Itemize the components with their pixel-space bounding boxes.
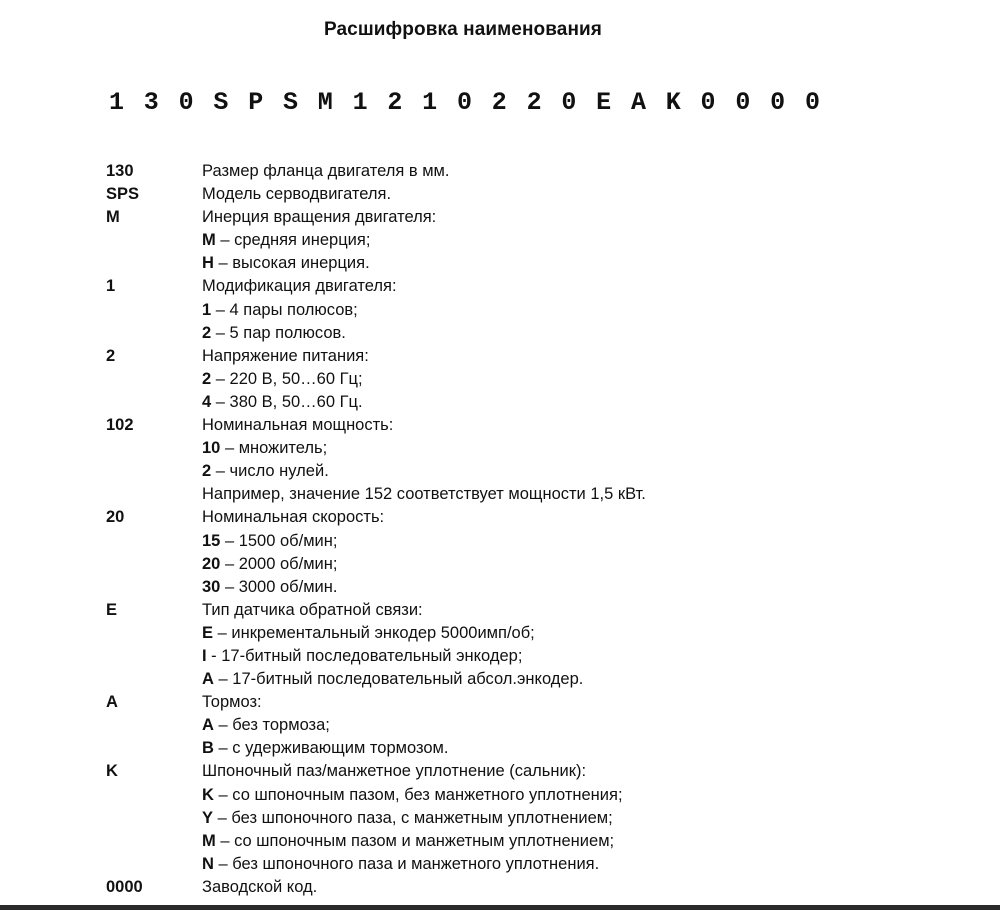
row-description — [202, 576, 337, 599]
row-key — [106, 483, 202, 506]
row-key: 2 — [106, 346, 116, 365]
row-text: Напряжение питания: — [202, 346, 369, 365]
row-key — [106, 553, 202, 576]
decoding-row — [106, 784, 646, 807]
row-description — [202, 460, 329, 483]
decoding-row — [106, 645, 646, 668]
row-description — [202, 830, 614, 853]
row-description — [202, 737, 448, 760]
option-code: M — [202, 231, 216, 250]
row-description — [202, 206, 436, 229]
decoding-row — [106, 553, 646, 576]
row-description — [202, 275, 397, 298]
row-key — [106, 668, 202, 691]
row-key — [106, 252, 202, 275]
code-char: K — [665, 88, 681, 117]
decoding-row — [106, 322, 646, 345]
row-key — [106, 229, 202, 252]
code-char: 2 — [491, 88, 507, 117]
option-code: 4 — [202, 392, 212, 411]
code-char: 0 — [456, 88, 472, 117]
option-code: 2 — [202, 462, 212, 481]
row-text: – средняя инерция; — [215, 231, 371, 250]
row-key: A — [106, 693, 118, 712]
row-key — [106, 645, 202, 668]
code-char: S — [282, 88, 298, 117]
row-description — [202, 368, 363, 391]
row-description — [202, 229, 370, 252]
code-char: 3 — [143, 88, 159, 117]
decoding-row — [106, 160, 646, 183]
row-text: – 220 В, 50…60 Гц; — [211, 369, 363, 388]
row-key — [106, 437, 202, 460]
decoding-row — [106, 622, 646, 645]
row-text: Модификация двигателя: — [202, 277, 397, 296]
row-description — [202, 506, 384, 529]
code-char: 0 — [770, 88, 786, 117]
row-key — [106, 576, 202, 599]
option-code: 2 — [202, 323, 212, 342]
decoding-row — [106, 345, 646, 368]
decoding-row — [106, 206, 646, 229]
decoding-row — [106, 275, 646, 298]
row-text: – со шпоночным пазом и манжетным уплотнением; — [215, 831, 615, 850]
row-key: 102 — [106, 416, 134, 435]
row-description — [202, 414, 393, 437]
code-char: 1 — [109, 88, 125, 117]
decoding-row — [106, 737, 646, 760]
row-key: 1 — [106, 277, 116, 296]
decoding-row — [106, 876, 646, 899]
row-text: Тип датчика обратной связи: — [202, 600, 423, 619]
option-code: 2 — [202, 369, 212, 388]
bottom-divider — [0, 905, 1000, 910]
row-text: – 1500 об/мин; — [220, 531, 338, 550]
decoding-row — [106, 483, 646, 506]
row-key — [106, 530, 202, 553]
option-code: 20 — [202, 554, 221, 573]
row-key: 130 — [106, 162, 134, 180]
code-char: E — [596, 88, 612, 117]
row-description — [202, 760, 586, 783]
decoding-row — [106, 391, 646, 414]
row-text: – без шпоночного паза, с манжетным уплотнением; — [213, 808, 613, 827]
row-description — [202, 391, 363, 414]
row-description — [202, 645, 522, 668]
option-code: I — [202, 646, 207, 665]
row-key: E — [106, 600, 118, 619]
row-description — [202, 299, 358, 322]
row-key — [106, 784, 202, 807]
row-text: Инерция вращения двигателя: — [202, 208, 437, 227]
decoding-row — [106, 460, 646, 483]
decoding-row — [106, 368, 646, 391]
row-key — [106, 299, 202, 322]
decoding-row — [106, 252, 646, 275]
row-text: – 3000 об/мин. — [220, 577, 338, 596]
code-char: 0 — [735, 88, 751, 117]
option-code: E — [202, 623, 214, 642]
option-code: A — [202, 670, 214, 689]
decoding-row — [106, 853, 646, 876]
row-key: 0000 — [106, 877, 143, 896]
row-text: – со шпоночным пазом, без манжетного уплотнения; — [213, 785, 623, 804]
row-key: 20 — [106, 508, 125, 527]
decoding-list — [106, 160, 646, 899]
option-code: A — [202, 716, 214, 735]
row-text: – инкрементальный энкодер 5000имп/об; — [213, 623, 535, 642]
code-char: P — [248, 88, 264, 117]
decoding-row — [106, 530, 646, 553]
row-description — [202, 691, 262, 714]
option-code: 1 — [202, 300, 212, 319]
option-code: B — [202, 739, 214, 758]
row-description — [202, 784, 623, 807]
code-char: M — [317, 88, 333, 117]
row-key — [106, 460, 202, 483]
row-text: – 380 В, 50…60 Гц. — [211, 392, 363, 411]
row-description — [202, 345, 369, 368]
row-text: Например, значение 152 соответствует мощности 1,5 кВт. — [202, 485, 646, 504]
row-description — [202, 876, 317, 899]
row-key — [106, 830, 202, 853]
decoding-row — [106, 830, 646, 853]
code-char: 1 — [352, 88, 368, 117]
row-key: K — [106, 762, 118, 781]
row-description — [202, 553, 337, 576]
row-key — [106, 714, 202, 737]
decoding-row — [106, 506, 646, 529]
row-description — [202, 437, 327, 460]
row-text: – число нулей. — [211, 462, 329, 481]
decoding-row — [106, 576, 646, 599]
option-code: 15 — [202, 531, 221, 550]
row-text: Заводской код. — [202, 877, 318, 896]
decoding-row — [106, 414, 646, 437]
decoding-row — [106, 229, 646, 252]
decoding-row — [106, 691, 646, 714]
row-key — [106, 391, 202, 414]
row-text: Номинальная скорость: — [202, 508, 385, 527]
option-code: 30 — [202, 577, 221, 596]
option-code: Y — [202, 808, 214, 827]
decoding-row — [106, 760, 646, 783]
model-code — [109, 88, 840, 118]
row-description — [202, 183, 391, 206]
row-description — [202, 483, 646, 506]
row-text: – 17-битный последовательный абсол.энкодер. — [213, 670, 584, 689]
code-char: 1 — [422, 88, 438, 117]
row-description — [202, 160, 449, 183]
code-char: 2 — [387, 88, 403, 117]
row-text: – 5 пар полюсов. — [211, 323, 346, 342]
row-description — [202, 853, 599, 876]
decoding-row — [106, 807, 646, 830]
row-text: Тормоз: — [202, 693, 262, 712]
decoding-row — [106, 299, 646, 322]
row-text: - 17-битный последовательный энкодер; — [206, 646, 523, 665]
row-text: – без тормоза; — [213, 716, 330, 735]
row-description — [202, 714, 330, 737]
option-code: M — [202, 831, 216, 850]
row-key: SPS — [106, 185, 140, 204]
row-description — [202, 668, 583, 691]
row-text: Шпоночный паз/манжетное уплотнение (сальник): — [202, 762, 587, 781]
row-key — [106, 807, 202, 830]
code-char: 0 — [178, 88, 194, 117]
row-key — [106, 322, 202, 345]
option-code: H — [202, 254, 214, 273]
decoding-row — [106, 599, 646, 622]
code-char: S — [213, 88, 229, 117]
row-key: M — [106, 208, 120, 227]
row-description — [202, 252, 370, 275]
code-char: A — [630, 88, 646, 117]
page-title: Расшифровка наименования — [323, 19, 602, 40]
option-code: 10 — [202, 439, 221, 458]
code-char: 0 — [561, 88, 577, 117]
row-text: Размер фланца двигателя в мм. — [202, 162, 450, 180]
row-text: – 4 пары полюсов; — [211, 300, 358, 319]
row-key — [106, 368, 202, 391]
row-text: Номинальная мощность: — [202, 416, 394, 435]
decoding-row — [106, 437, 646, 460]
row-text: – 2000 об/мин; — [220, 554, 338, 573]
decoding-row — [106, 183, 646, 206]
row-description — [202, 807, 613, 830]
row-text: – с удерживающим тормозом. — [213, 739, 449, 758]
code-char: 0 — [700, 88, 716, 117]
row-text: – без шпоночного паза и манжетного уплотнения. — [213, 854, 600, 873]
row-key — [106, 622, 202, 645]
row-text: Модель серводвигателя. — [202, 185, 392, 204]
row-description — [202, 322, 346, 345]
option-code: K — [202, 785, 214, 804]
row-text: – высокая инерция. — [213, 254, 370, 273]
code-char: 2 — [526, 88, 542, 117]
row-description — [202, 599, 423, 622]
row-key — [106, 853, 202, 876]
row-description — [202, 622, 535, 645]
decoding-row — [106, 714, 646, 737]
row-description — [202, 530, 337, 553]
option-code: N — [202, 854, 214, 873]
decoding-row — [106, 668, 646, 691]
code-char: 0 — [804, 88, 820, 117]
row-key — [106, 737, 202, 760]
row-text: – множитель; — [220, 439, 328, 458]
